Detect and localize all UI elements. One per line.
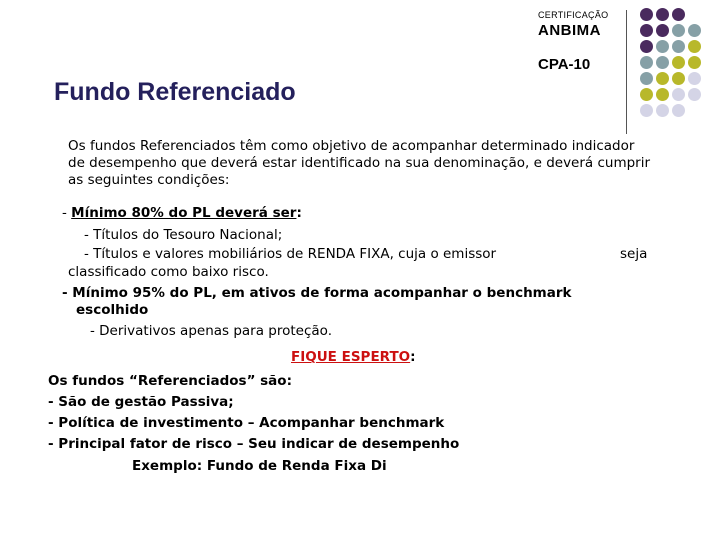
condition-item-seja: seja: [620, 246, 648, 262]
condition-item-baixo-risco: classificado como baixo risco.: [68, 264, 269, 280]
decorative-dot: [656, 88, 669, 101]
tip-example: Exemplo: Fundo de Renda Fixa Di: [132, 458, 387, 474]
decorative-dot: [656, 56, 669, 69]
tip-heading-colon: :: [410, 349, 416, 365]
tip-line: - Principal fator de risco – Seu indicar de desempenho: [48, 436, 460, 452]
decorative-dot: [656, 40, 669, 53]
condition-min80: [62, 205, 302, 222]
decorative-dot: [640, 40, 653, 53]
condition-item-derivativos: - Derivativos apenas para proteção.: [90, 323, 332, 339]
intro-paragraph: [68, 138, 678, 189]
decorative-dot: [656, 8, 669, 21]
decorative-dot: [640, 8, 653, 21]
decorative-dot: [672, 104, 685, 117]
decorative-dot: [640, 88, 653, 101]
decorative-dot: [656, 72, 669, 85]
decorative-dot: [688, 72, 701, 85]
decorative-dot: [672, 24, 685, 37]
condition-min95-cont: escolhido: [76, 302, 149, 318]
decorative-dot: [688, 88, 701, 101]
condition-colon: :: [296, 205, 302, 221]
decorative-dot: [640, 56, 653, 69]
decorative-dot: [688, 24, 701, 37]
decorative-dot: [656, 24, 669, 37]
condition-min80-text: Mínimo 80% do PL deverá ser: [71, 205, 297, 221]
decorative-dot: [672, 8, 685, 21]
decorative-dot: [656, 104, 669, 117]
tip-heading-text: FIQUE ESPERTO: [291, 349, 411, 365]
certification-label: CERTIFICAÇÃO: [538, 10, 609, 20]
tip-heading: [291, 349, 416, 366]
header-divider: [626, 10, 627, 134]
condition-dash: -: [62, 205, 72, 221]
decorative-dot: [688, 40, 701, 53]
decorative-dot: [672, 56, 685, 69]
tip-line: Os fundos “Referenciados” são:: [48, 373, 292, 389]
intro-line: de desempenho que deverá estar identificado na sua denominação, e deverá cumprir: [68, 155, 651, 171]
slide-title: Fundo Referenciado: [54, 78, 296, 106]
decorative-dot: [672, 88, 685, 101]
condition-item-tesouro: - Títulos do Tesouro Nacional;: [84, 227, 283, 243]
tip-line: - São de gestão Passiva;: [48, 394, 234, 410]
decorative-dot: [672, 72, 685, 85]
condition-item-renda-fixa: - Títulos e valores mobiliários de RENDA FIXA, cuja o emissor: [84, 246, 497, 262]
decorative-dot: [672, 40, 685, 53]
decorative-dot: [640, 72, 653, 85]
intro-line: Os fundos Referenciados têm como objetivo de acompanhar determinado indicador: [68, 138, 635, 154]
condition-min95: - Mínimo 95% do PL, em ativos de forma acompanhar o benchmark: [62, 285, 572, 301]
certification-code: CPA-10: [538, 56, 591, 73]
decorative-dot: [640, 104, 653, 117]
decorative-dot-grid: [640, 8, 720, 120]
intro-line: as seguintes condições:: [68, 172, 230, 188]
tip-line: - Política de investimento – Acompanhar benchmark: [48, 415, 445, 431]
decorative-dot: [640, 24, 653, 37]
decorative-dot: [688, 56, 701, 69]
certification-name: ANBIMA: [538, 22, 601, 39]
